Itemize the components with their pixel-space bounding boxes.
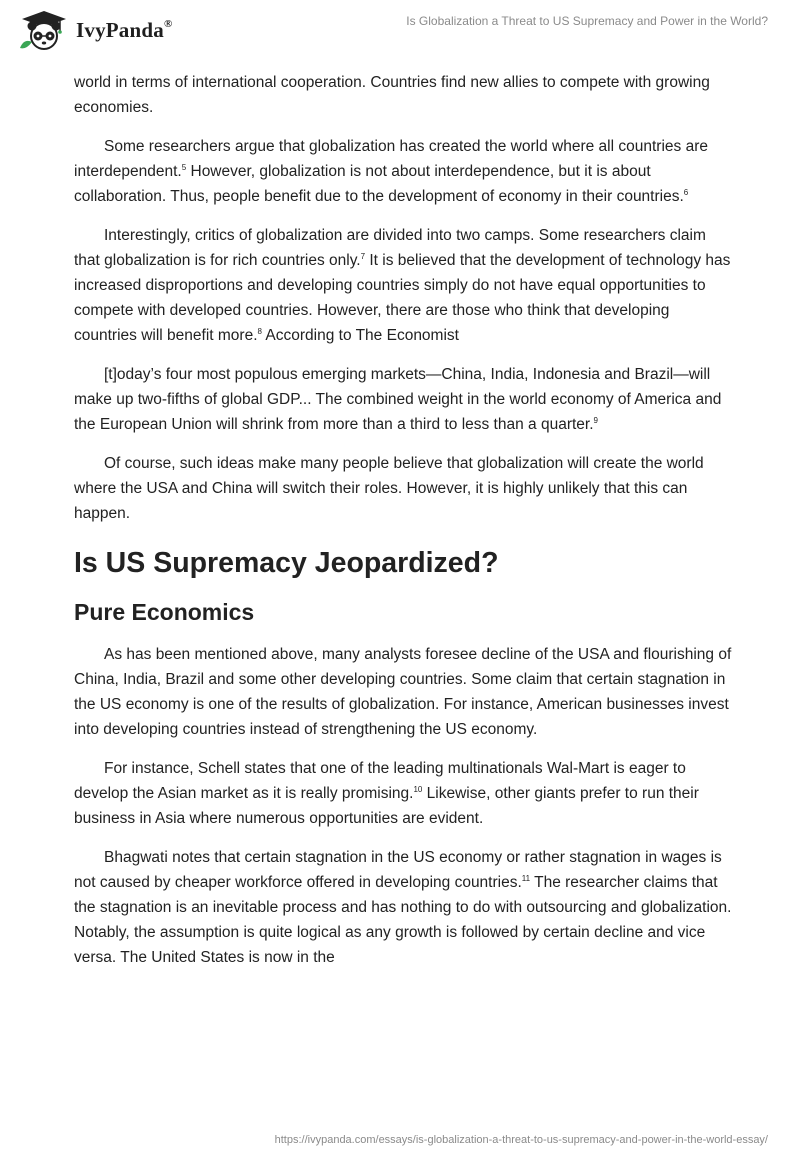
block-quote: [t]oday’s four most populous emerging markets—China, India, Indonesia and Brazil—will make up two-fifths of global GDP... The combined weight in the world economy of America and the European Union will shrink from more than a third to less than a quarter.$^9$ — [74, 366, 722, 433]
paragraph: Bhagwati notes that certain stagnation in the US economy or rather stagnation in wages is not caused by cheaper workforce offered in developing countries.$^{11}$ The researcher claims that the stagnation is an inevitable process and has nothing to do with outsourcing and globalization. Notably, the assumption is quite logical as any growth is followed by certain decline and vice versa. The United States is now in the — [74, 849, 732, 966]
paragraph: Some researchers argue that globalization has created the world where all countries are interdependent.$^5$ However, globalization is not about interdependence, but it is about collaboration. Thus, people benefit due to the development of economy in their countries.$^6$ — [74, 138, 708, 205]
page-header — [0, 0, 800, 64]
paragraph: world in terms of international cooperation. Countries find new allies to compete with growing economies. — [74, 74, 710, 116]
paragraph: For instance, Schell states that one of the leading multinationals Wal-Mart is eager to develop the Asian market as it is really promising.$^{10}$ Likewise, other giants prefer to run their business in Asia where numerous opportunities are evident. — [74, 760, 699, 827]
document-title: Is Globalization a Threat to US Supremacy and Power in the World? — [406, 14, 768, 28]
paragraph: Of course, such ideas make many people believe that globalization will create the world where the USA and China will switch their roles. However, it is highly unlikely that this can happen. — [74, 455, 704, 522]
subsection-heading: Pure Economics — [74, 599, 255, 625]
section-heading: Is US Supremacy Jeopardized? — [74, 547, 499, 579]
footnote-ref[interactable]: 9 — [593, 415, 598, 425]
footnote-ref[interactable]: 11 — [521, 873, 531, 883]
panda-logo-icon — [16, 8, 72, 52]
footnote-ref[interactable]: 6 — [683, 187, 689, 197]
brand-name: IvyPanda® — [76, 17, 173, 42]
footnote-ref[interactable]: 8 — [257, 326, 262, 336]
footnote-ref[interactable]: 10 — [413, 784, 423, 794]
paragraph: As has been mentioned above, many analysts foresee decline of the USA and flourishing of China, India, Brazil and some other developing countries. Some claim that certain stagnation in the US economy is one of the results of globalization. For instance, American businesses invest into developing countries instead of strengthening the US economy. — [74, 646, 732, 738]
essay-content — [74, 70, 734, 984]
source-url[interactable]: https://ivypanda.com/essays/is-globalization-a-threat-to-us-supremacy-and-power-in-the-world-essay/ — [274, 1134, 768, 1146]
footnote-ref[interactable]: 7 — [360, 251, 366, 261]
brand-logo[interactable] — [16, 8, 172, 52]
paragraph: Interestingly, critics of globalization are divided into two camps. Some researchers claim that globalization is for rich countries only.$^7$ It is believed that the development of technology has increased disproportions and developing countries simply do not have equal opportunities to compete with developed countries. However, there are those who think that developing countries will benefit more.$^8$ According to The Economist — [74, 227, 731, 344]
footnote-ref[interactable]: 5 — [181, 162, 187, 172]
